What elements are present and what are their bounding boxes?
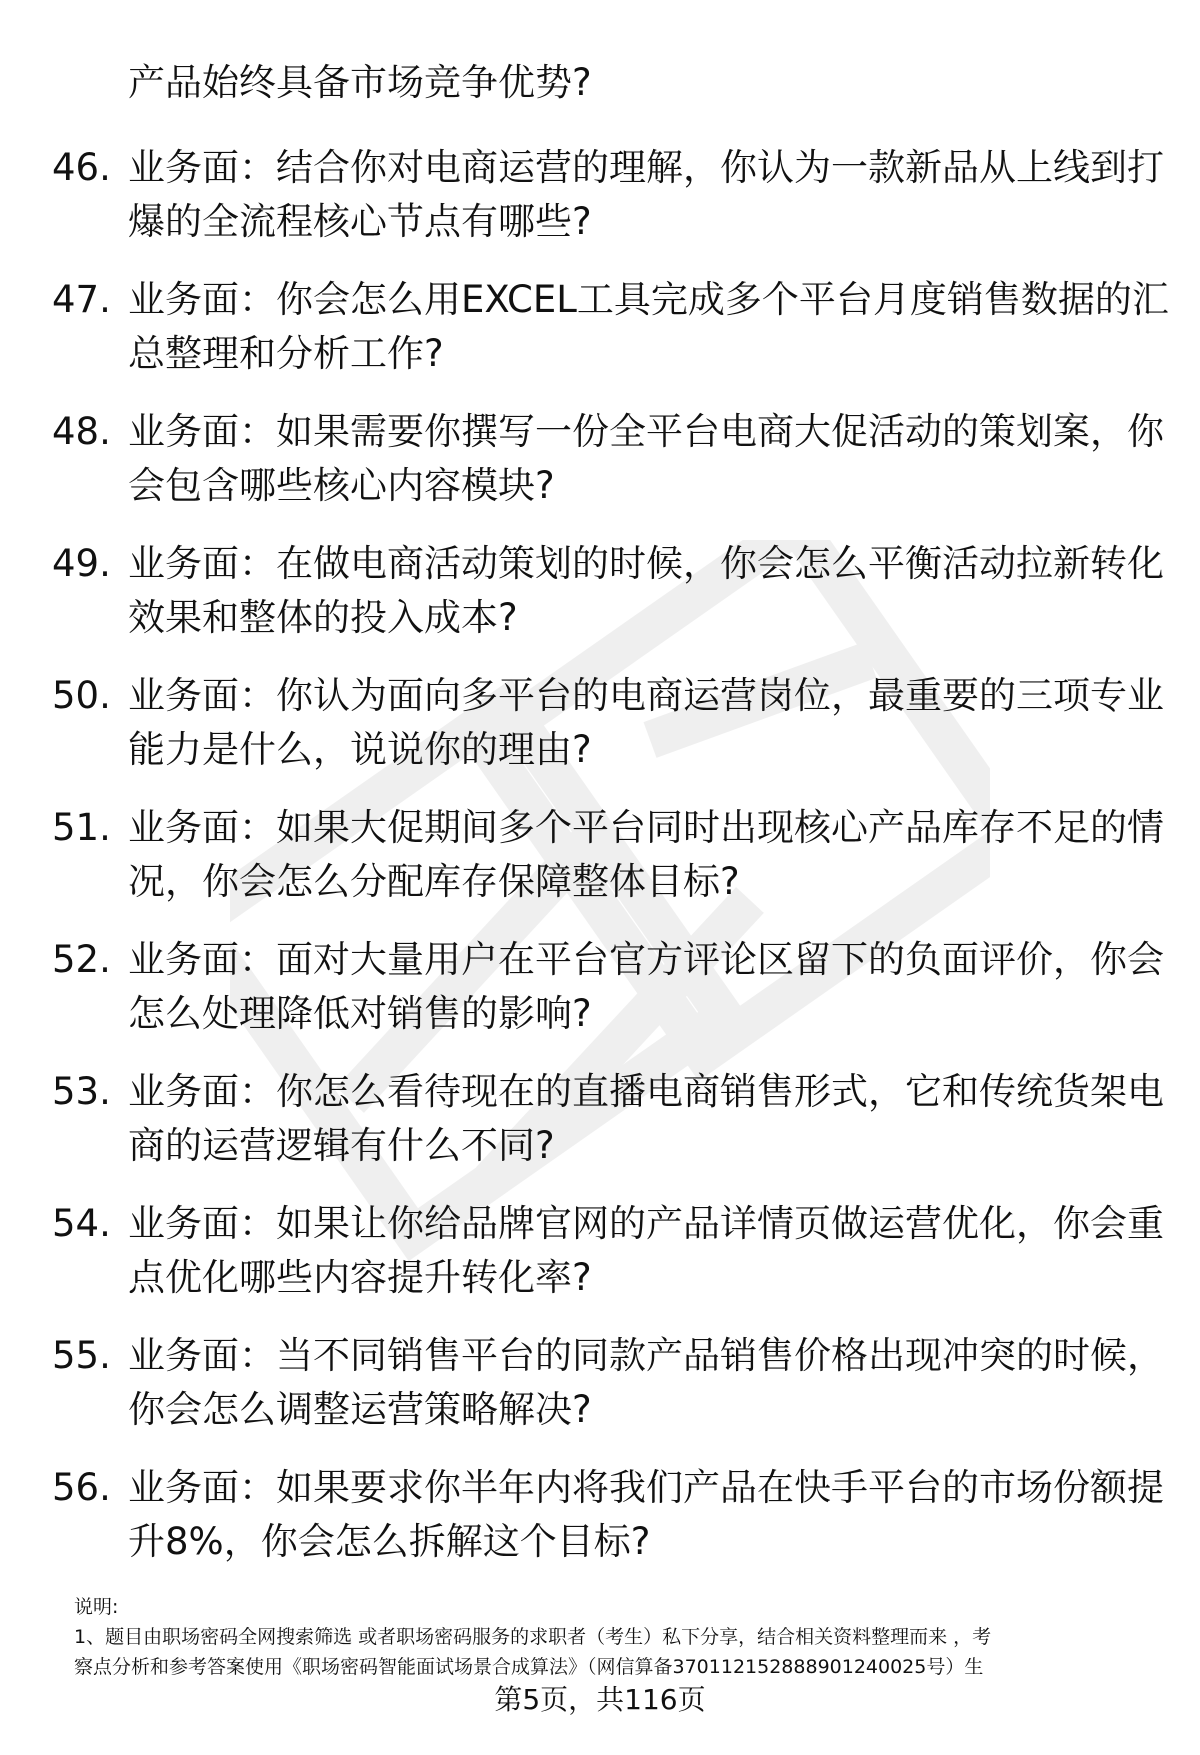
question-text-line: 业务面：如果让你给品牌官网的产品详情页做运营优化，你会重 — [128, 1202, 1164, 1245]
question-number: 56. — [52, 1466, 111, 1509]
question-item — [0, 140, 1200, 272]
question-number: 49. — [52, 542, 111, 585]
question-number: 53. — [52, 1070, 111, 1113]
question-item — [0, 272, 1200, 404]
question-text-line: 升8%，你会怎么拆解这个目标? — [128, 1520, 651, 1563]
question-text-line: 业务面：你怎么看待现在的直播电商销售形式，它和传统货架电 — [128, 1070, 1164, 1113]
question-text-line: 业务面：当不同销售平台的同款产品销售价格出现冲突的时候， — [128, 1334, 1164, 1377]
notes-line: 察点分析和参考答案使用《职场密码智能面试场景合成算法》（网信算备37011215288890124002​5号）生 — [74, 1656, 984, 1678]
question-item — [0, 668, 1200, 800]
question-number: 51. — [52, 806, 111, 849]
notes-title: 说明: — [74, 1596, 119, 1618]
question-number: 55. — [52, 1334, 111, 1377]
question-continuation: 产品始终具备市场竞争优势? — [128, 61, 592, 104]
question-number: 46. — [52, 146, 111, 189]
question-list — [0, 140, 1200, 1592]
question-text-line: 业务面：在做电商活动策划的时候，你会怎么平衡活动拉新转化 — [128, 542, 1164, 585]
question-item — [0, 800, 1200, 932]
question-number: 50. — [52, 674, 111, 717]
question-text-line: 能力是什么，说说你的理由? — [128, 728, 592, 771]
question-number: 54. — [52, 1202, 111, 1245]
question-text-line: 点优化哪些内容提升转化率? — [128, 1256, 592, 1299]
question-item — [0, 404, 1200, 536]
question-text-line: 效果和整体的投入成本? — [128, 596, 518, 639]
question-text-line: 业务面：你会怎么用EXCEL工具完成多个平台月度销售数据的汇 — [128, 278, 1169, 321]
question-item — [0, 1460, 1200, 1592]
question-text-line: 会包含哪些核心内容模块? — [128, 464, 555, 507]
question-text-line: 你会怎么调整运营策略解决? — [128, 1388, 592, 1431]
question-text-line: 业务面：如果大促期间多个平台同时出现核心产品库存不足的情 — [128, 806, 1164, 849]
question-item — [0, 1196, 1200, 1328]
question-text-line: 业务面：结合你对电商运营的理解，你认为一款新品从上线到打 — [128, 146, 1164, 189]
question-text-line: 商的运营逻辑有什么不同? — [128, 1124, 555, 1167]
question-text-line: 业务面：如果要求你半年内将我们产品在快手平台的市场份额提 — [128, 1466, 1164, 1509]
question-text-line: 业务面：如果需要你撰写一份全平台电商大促活动的策划案，你 — [128, 410, 1164, 453]
notes-section — [74, 1592, 1154, 1682]
question-number: 52. — [52, 938, 111, 981]
page-number: 第5页，共116页 — [494, 1683, 706, 1716]
question-text-line: 业务面：面对大量用户在平台官方评论区留下的负面评价，你会 — [128, 938, 1164, 981]
question-item — [0, 1328, 1200, 1460]
question-number: 48. — [52, 410, 111, 453]
question-item — [0, 1064, 1200, 1196]
question-text-line: 怎么处理降低对销售的影响? — [128, 992, 592, 1035]
question-text-line: 爆的全流程核心节点有哪些? — [128, 200, 592, 243]
question-text-line: 业务面：你认为面向多平台的电商运营岗位，最重要的三项专业 — [128, 674, 1164, 717]
question-item — [0, 536, 1200, 668]
notes-line: 1、题目由职场密码全网搜索筛选 或者职场密码服务的求职者（考生）私下分享，结合相关资料整理而来 ，考 — [74, 1626, 992, 1648]
question-number: 47. — [52, 278, 111, 321]
question-item — [0, 932, 1200, 1064]
question-text-line: 况，你会怎么分配库存保障整体目标? — [128, 860, 740, 903]
question-text-line: 总整理和分析工作? — [128, 332, 444, 375]
